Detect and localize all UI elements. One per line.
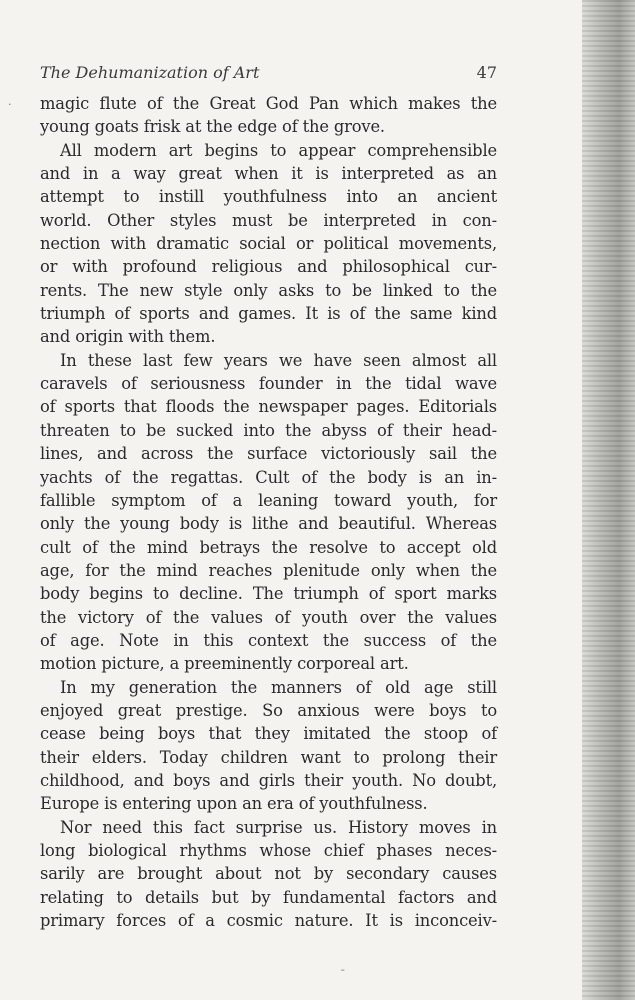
text-line: triumph of sports and games. It is of the same kind <box>40 304 497 324</box>
text-line: world. Other styles must be interpreted in con- <box>40 210 497 230</box>
text-line: enjoyed great prestige. So anxious were boys to <box>40 700 497 720</box>
text-line: All modern art begins to appear comprehensible <box>60 140 497 160</box>
text-line: of sports that floods the newspaper pages. Editorials <box>40 397 497 417</box>
text-line: In my generation the manners of old age still <box>60 677 497 697</box>
running-title: The Dehumanization of Art <box>40 63 260 82</box>
text-line: lines, and across the surface victoriously sail the <box>40 444 497 464</box>
text-line: their elders. Today children want to prolong their <box>40 747 497 767</box>
text-line: rents. The new style only asks to be linked to the <box>40 280 497 300</box>
text-line: cease being boys that they imitated the stoop of <box>40 724 497 744</box>
text-line: and in a way great when it is interpreted as an <box>40 164 497 184</box>
text-line: and origin with them. <box>40 327 216 347</box>
text-line: motion picture, a preeminently corporeal art. <box>40 654 409 674</box>
text-line: relating to details but by fundamental factors and <box>40 887 497 907</box>
text-line: fallible symptom of a leaning toward youth, for <box>40 490 497 510</box>
text-line: the victory of the values of youth over the values <box>40 607 497 627</box>
paper-speck: ˉ <box>340 968 346 981</box>
text-line: only the young body is lithe and beautiful. Whereas <box>40 514 497 534</box>
text-line: caravels of seriousness founder in the tidal wave <box>40 374 497 394</box>
book-binding-edge <box>582 0 635 1000</box>
text-line: nection with dramatic social or political movements, <box>40 234 497 254</box>
text-line: Europe is entering upon an era of youthfulness. <box>40 794 428 814</box>
text-line: long biological rhythms whose chief phases neces- <box>40 841 497 860</box>
text-line: yachts of the regattas. Cult of the body is an in- <box>40 467 497 487</box>
paper-speck: · <box>8 98 12 111</box>
text-line: threaten to be sucked into the abyss of their head- <box>40 420 497 440</box>
text-line: primary forces of a cosmic nature. It is inconceiv- <box>40 911 497 931</box>
text-line: body begins to decline. The triumph of sport marks <box>40 584 497 604</box>
text-line: or with profound religious and philosophical cur- <box>40 257 497 277</box>
page-header <box>40 63 497 87</box>
text-line: childhood, and boys and girls their youth. No doubt, <box>40 770 497 790</box>
text-line: In these last few years we have seen almost all <box>60 350 497 370</box>
body-text <box>40 92 497 932</box>
text-line: of age. Note in this context the success of the <box>40 630 497 650</box>
text-line: young goats frisk at the edge of the grove. <box>40 117 385 137</box>
text-line: cult of the mind betrays the resolve to accept old <box>40 537 497 557</box>
text-line: Nor need this fact surprise us. History moves in <box>60 817 497 837</box>
text-line: attempt to instill youthfulness into an ancient <box>40 187 497 207</box>
text-line: magic flute of the Great God Pan which makes the <box>40 94 497 113</box>
text-line: age, for the mind reaches plenitude only when the <box>40 560 497 580</box>
page-number: 47 <box>476 63 497 82</box>
text-line: sarily are brought about not by secondary causes <box>40 864 497 884</box>
